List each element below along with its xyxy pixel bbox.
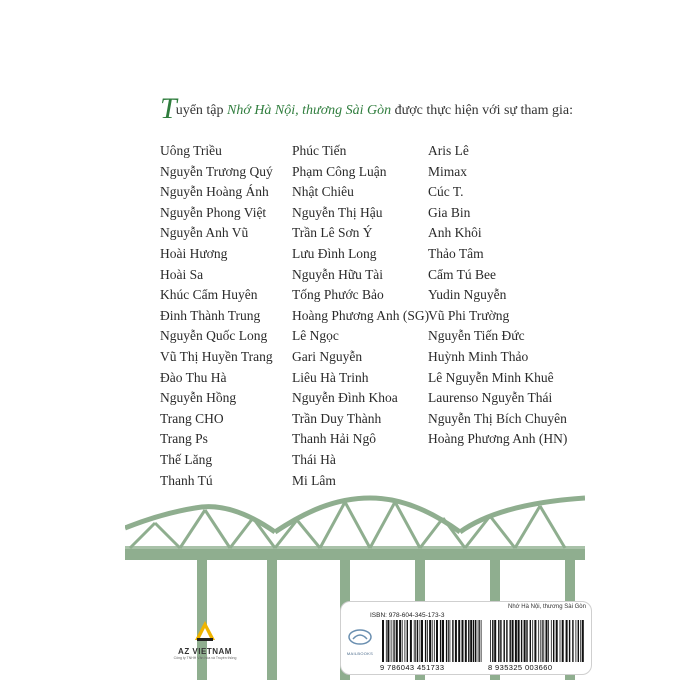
contributor-name: Nguyễn Hồng xyxy=(160,390,237,406)
barcode-bar xyxy=(465,620,467,662)
barcode-bar xyxy=(538,620,539,662)
contributor-name: Tống Phước Bảo xyxy=(292,287,384,303)
contributor-name: Uông Triều xyxy=(160,143,222,158)
barcode-bar xyxy=(566,620,568,662)
barcode-bar xyxy=(580,620,581,662)
barcode-bar xyxy=(396,620,398,662)
ean-digits: 8 935325 003660 xyxy=(488,663,553,672)
barcode-bar xyxy=(582,620,584,662)
barcode-bar xyxy=(576,620,577,662)
barcode-bar xyxy=(492,620,493,662)
barcode-bar xyxy=(532,620,533,662)
contributor-name: Lê Nguyễn Minh Khuê xyxy=(428,369,554,385)
barcode-bar xyxy=(498,620,499,662)
barcode-bar xyxy=(521,620,522,662)
contributor-name: Trang CHO xyxy=(160,410,224,426)
barcode-bar xyxy=(494,620,496,662)
contributor-name: Thái Hà xyxy=(292,451,336,467)
barcode-bar xyxy=(427,620,428,662)
barcode-bar xyxy=(479,620,480,662)
contributor-name: Nguyễn Quốc Long xyxy=(160,328,268,344)
publisher-logo xyxy=(165,620,245,660)
barcode-bar xyxy=(556,620,558,662)
barcode-bar xyxy=(562,620,564,662)
barcode-bar xyxy=(450,620,451,662)
barcode-bar xyxy=(382,620,384,662)
barcode-bar xyxy=(448,620,449,662)
contributor-name: Nhật Chiêu xyxy=(292,184,354,200)
contributor-name: Trần Lê Sơn Ý xyxy=(292,225,373,241)
barcode-bar xyxy=(452,620,453,662)
contributor-name: Phúc Tiến xyxy=(292,143,347,158)
barcode-bar xyxy=(402,620,403,662)
contributor-name: Cúc T. xyxy=(428,184,464,200)
barcode-bar xyxy=(432,620,433,662)
contributor-name: Nguyễn Tiến Đức xyxy=(428,328,525,344)
contributor-name: Nguyễn Phong Việt xyxy=(160,204,267,220)
barcode-bar xyxy=(414,620,415,662)
barcode-bar xyxy=(407,620,408,662)
barcode-bar xyxy=(548,620,549,662)
barcode-bar xyxy=(551,620,552,662)
contributor-name: Đinh Thành Trung xyxy=(160,307,261,323)
contributor-name: Nguyễn Hoàng Ánh xyxy=(160,184,269,200)
intro-book-title: Nhớ Hà Nội, thương Sài Gòn xyxy=(227,103,392,118)
contributor-name: Thảo Tâm xyxy=(428,245,484,261)
barcode-bar xyxy=(542,620,543,662)
contributor-name: Trần Duy Thành xyxy=(292,410,382,426)
contributor-name: Trang Ps xyxy=(160,431,208,447)
barcode-bar xyxy=(543,620,544,662)
barcode-bar xyxy=(446,620,447,662)
barcode-book-title: Nhớ Hà Nội, thương Sài Gòn xyxy=(508,604,586,610)
contributor-column-1 xyxy=(160,141,273,491)
contributor-name: Gia Bin xyxy=(428,204,471,220)
logo-tagline: Công ty TNHH Văn hóa và Truyền thông xyxy=(173,656,237,660)
barcode-bar xyxy=(478,620,479,662)
contributor-name: Mimax xyxy=(428,163,467,179)
barcode-bar xyxy=(462,620,464,662)
barcode-bar xyxy=(405,620,406,662)
contributor-name: Liêu Hà Trinh xyxy=(292,369,369,385)
barcode-bar xyxy=(440,620,441,662)
barcode-bar xyxy=(429,620,431,662)
barcode-bar xyxy=(569,620,570,662)
contributor-name: Nguyễn Đình Khoa xyxy=(292,390,398,406)
publisher-name: MAILBOOKS xyxy=(346,651,374,656)
barcode-bar xyxy=(415,620,416,662)
barcode-bar xyxy=(534,620,536,662)
barcode-bar xyxy=(490,620,491,662)
contributor-name: Đào Thu Hà xyxy=(160,369,227,385)
contributor-name: Thanh Hải Ngô xyxy=(292,431,376,447)
barcode-bar xyxy=(530,620,531,662)
barcode-bar xyxy=(421,620,423,662)
barcode-bar xyxy=(387,620,389,662)
barcode-bar xyxy=(391,620,392,662)
barcode-bar xyxy=(442,620,444,662)
barcode-bar xyxy=(417,620,418,662)
contributor-name: Hoài Hương xyxy=(160,245,228,261)
barcode-bar xyxy=(420,620,421,662)
barcode-bar xyxy=(410,620,412,662)
intro-lead: uyển tập xyxy=(175,103,228,118)
contributor-name: Cẩm Tú Bee xyxy=(428,266,496,282)
logo-name: AZ VIETNAM xyxy=(178,647,232,656)
barcode-bar xyxy=(515,620,517,662)
contributor-name: Lê Ngọc xyxy=(292,328,339,344)
publisher-mark xyxy=(344,628,376,656)
contributor-name: Huỳnh Minh Thảo xyxy=(428,348,529,364)
isbn-digits: 9 786043 451733 xyxy=(380,663,445,672)
contributor-name: Hoài Sa xyxy=(160,266,204,282)
barcode-bar xyxy=(394,620,395,662)
contributor-name: Nguyễn Thị Bích Chuyên xyxy=(428,410,567,426)
barcode-bar xyxy=(399,620,401,662)
barcode-bar xyxy=(393,620,394,662)
contributor-name: Nguyễn Trương Quý xyxy=(160,163,273,179)
barcode-bar xyxy=(475,620,476,662)
contributor-name: Phạm Công Luận xyxy=(292,163,387,179)
contributor-name: Thanh Tú xyxy=(160,472,213,488)
contributor-name: Mi Lâm xyxy=(292,472,336,488)
contributor-name: Lưu Đình Long xyxy=(292,245,377,261)
barcode-bar xyxy=(572,620,573,662)
barcode-bar xyxy=(468,620,469,662)
contributor-name: Hoàng Phương Anh (HN) xyxy=(428,431,568,447)
publisher-emblem-icon xyxy=(347,628,373,646)
barcode-bar xyxy=(425,620,426,662)
barcode-bar xyxy=(526,620,527,662)
barcode-bar xyxy=(470,620,472,662)
barcode-bar xyxy=(524,620,526,662)
barcode-bar xyxy=(506,620,507,662)
isbn-label: ISBN: 978-604-345-173-3 xyxy=(370,612,445,619)
contributor-name: Thế Lăng xyxy=(160,451,213,467)
contributor-column-2 xyxy=(292,141,429,491)
contributor-column-3 xyxy=(428,141,567,450)
barcode-bar xyxy=(553,620,554,662)
contributor-name: Hoàng Phương Anh (SG) xyxy=(292,307,430,323)
isbn-barcode xyxy=(380,620,484,662)
contributor-name: Nguyễn Thị Hậu xyxy=(292,204,383,220)
contributor-name: Gari Nguyễn xyxy=(292,348,363,364)
contributor-name: Aris Lê xyxy=(428,143,469,158)
barcode-bar xyxy=(512,620,514,662)
barcode-bar xyxy=(500,620,501,662)
barcode-bar xyxy=(560,620,561,662)
barcode-bar xyxy=(458,620,460,662)
barcode-bar xyxy=(455,620,457,662)
barcode-bar xyxy=(473,620,474,662)
ean-barcode xyxy=(488,620,586,662)
barcode-bar xyxy=(504,620,505,662)
barcode-bar xyxy=(540,620,541,662)
barcode-bar xyxy=(434,620,435,662)
contributor-name: Anh Khôi xyxy=(428,225,482,241)
contributor-name: Vũ Phi Trường xyxy=(428,307,510,323)
barcode-bar xyxy=(386,620,387,662)
contributor-name: Vũ Thị Huyền Trang xyxy=(160,348,273,364)
intro-tail: được thực hiện với sự tham gia: xyxy=(391,103,573,118)
barcode-bar xyxy=(481,620,482,662)
barcode-bar xyxy=(510,620,511,662)
contributor-name: Laurenso Nguyễn Thái xyxy=(428,390,553,406)
barcode-bar xyxy=(518,620,520,662)
barcode-bar xyxy=(436,620,438,662)
contributor-name: Nguyễn Hữu Tài xyxy=(292,266,384,282)
contributor-name: Nguyễn Anh Vũ xyxy=(160,225,249,241)
contributor-name: Yudin Nguyễn xyxy=(428,287,507,303)
barcode-bar xyxy=(578,620,579,662)
intro-line xyxy=(160,88,580,125)
barcode-bar xyxy=(546,620,548,662)
dropcap: T xyxy=(160,92,176,125)
az-logo-icon xyxy=(194,620,216,642)
contributor-name: Khúc Cẩm Huyên xyxy=(160,287,258,303)
